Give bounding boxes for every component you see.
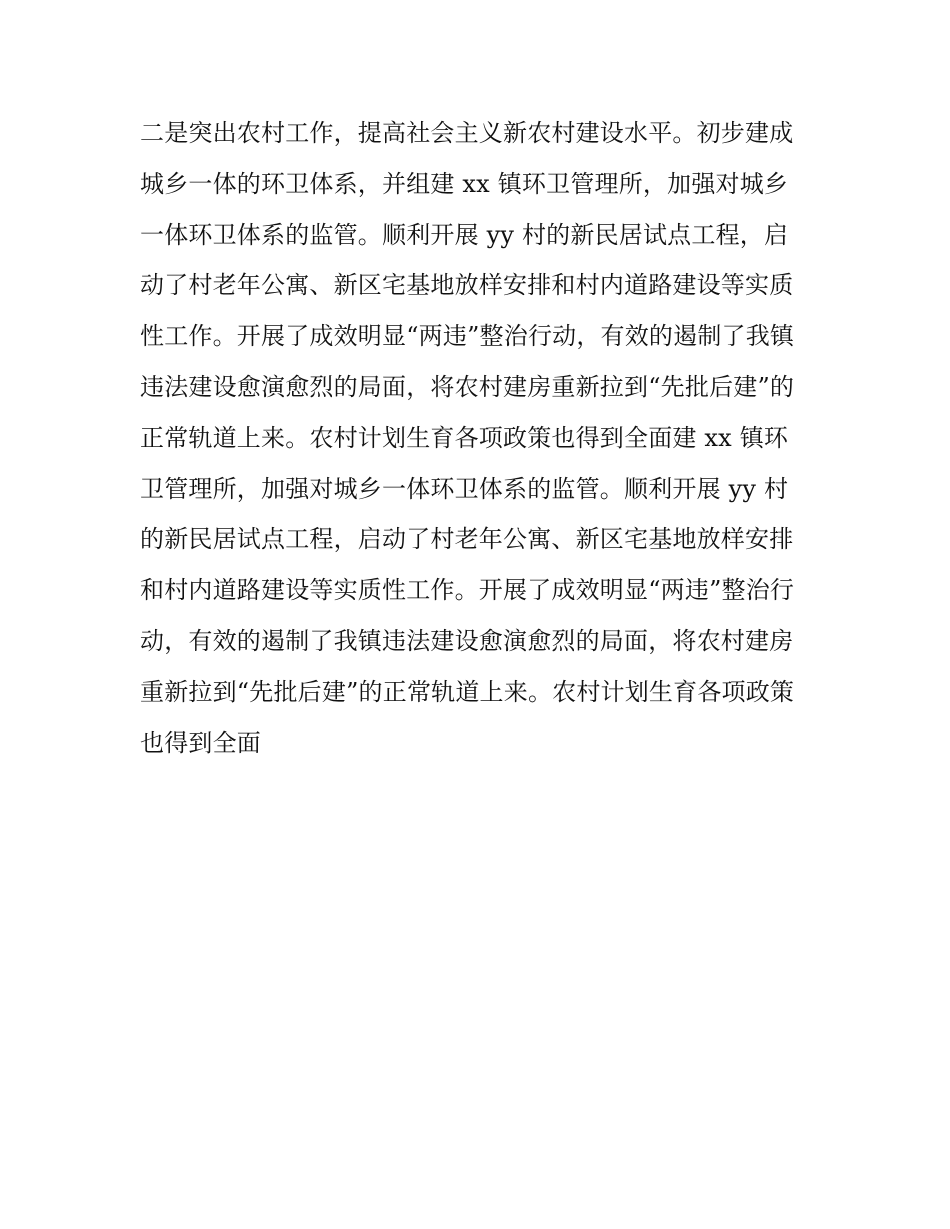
paragraph-line: 一体环卫体系的监管。顺利开展 yy 村的新民居试点工程，启 — [140, 220, 789, 249]
paragraph-line: 动了村老年公寓、新区宅基地放样安排和村内道路建设等实质 — [140, 271, 794, 300]
paragraph-line: 性工作。开展了成效明显“两违”整治行动，有效的遏制了我镇 — [140, 322, 795, 351]
paragraph-line: 卫管理所，加强对城乡一体环卫体系的监管。顺利开展 yy 村 — [140, 474, 789, 503]
paragraph-line: 重新拉到“先批后建”的正常轨道上来。农村计划生育各项政策 — [140, 677, 795, 706]
paragraph-line: 城乡一体的环卫体系，并组建 xx 镇环卫管理所，加强对城乡 — [140, 169, 789, 198]
paragraph-line: 违法建设愈演愈烈的局面，将农村建房重新拉到“先批后建”的 — [140, 372, 795, 401]
paragraph-line: 动，有效的遏制了我镇违法建设愈演愈烈的局面，将农村建房 — [140, 626, 794, 655]
paragraph-line: 正常轨道上来。农村计划生育各项政策也得到全面建 xx 镇环 — [140, 423, 789, 452]
body-paragraph — [140, 108, 820, 768]
paragraph-line: 也得到全面 — [140, 728, 261, 757]
paragraph-line: 二是突出农村工作，提高社会主义新农村建设水平。初步建成 — [140, 119, 794, 147]
paragraph-line: 的新民居试点工程，启动了村老年公寓、新区宅基地放样安排 — [140, 525, 794, 554]
paragraph-line: 和村内道路建设等实质性工作。开展了成效明显“两违”整治行 — [140, 576, 795, 605]
